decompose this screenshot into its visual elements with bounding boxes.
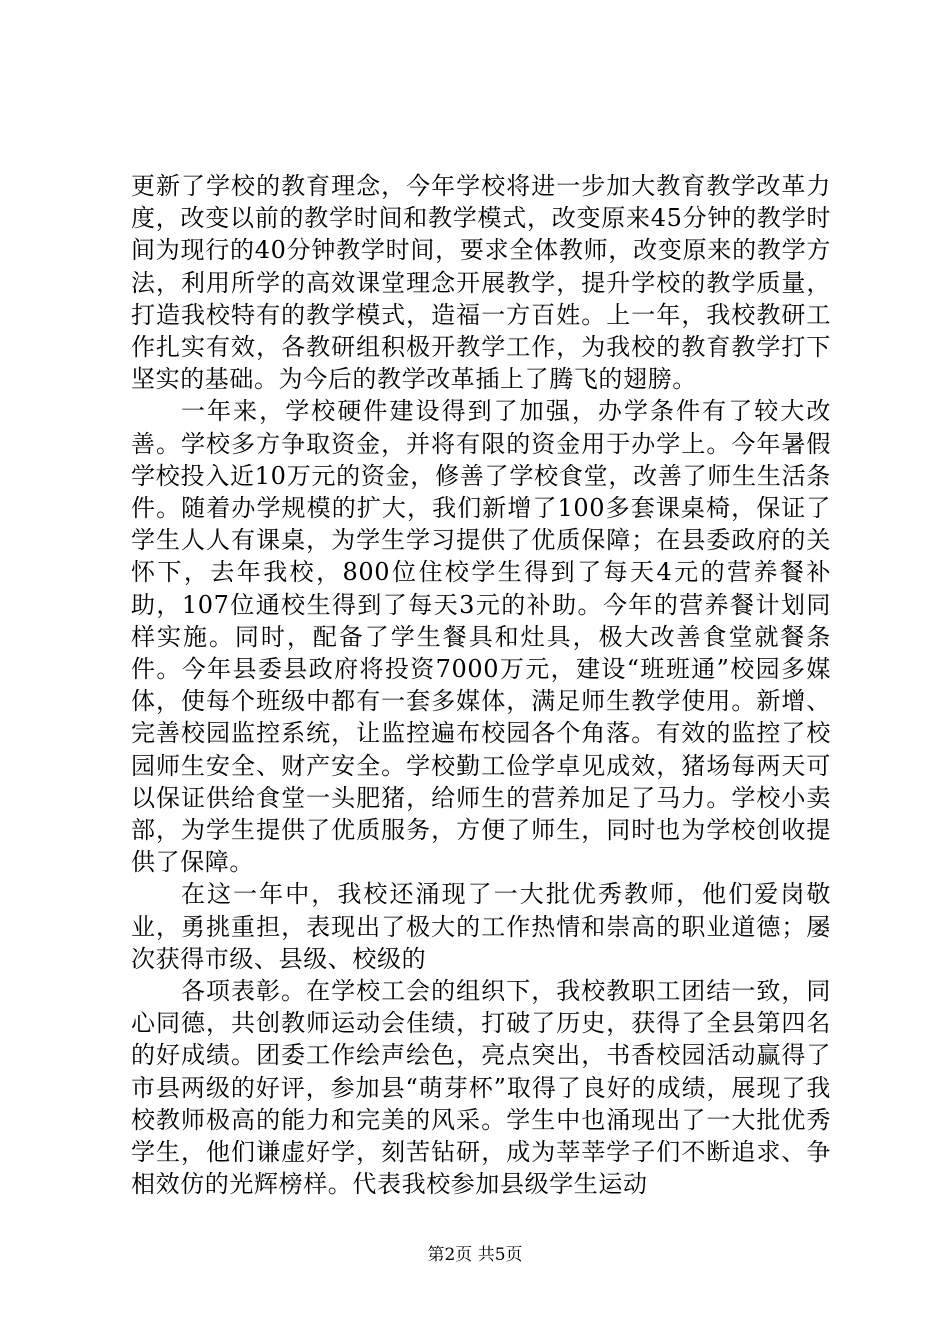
- paragraph-3: 在这一年中，我校还涌现了一大批优秀教师，他们爱岗敬业，勇挑重担，表现出了极大的工作热情和崇高的职业道德；屡次获得市级、县级、校级的: [131, 880, 831, 973]
- paragraph-1: 更新了学校的教育理念，今年学校将进一步加大教育教学改革力度，改变以前的教学时间和教学模式，改变原来45分钟的教学时间为现行的40分钟教学时间，要求全体教师，改变原来的教学方法，利用所学的高效课堂理念开展教学，提升学校的教学质量，打造我校特有的教学模式，造福一方百姓。上一年，我校教研工作扎实有效，各教研组积极开教学工作，为我校的教育教学打下坚实的基础。为今后的教学改革插上了腾飞的翅膀。: [131, 172, 831, 394]
- paragraph-4: 各项表彰。在学校工会的组织下，我校教职工团结一致，同心同德，共创教师运动会佳绩，打破了历史，获得了全县第四名的好成绩。团委工作绘声绘色，亮点突出，书香校园活动赢得了市县两级的好评，参加县“萌芽杯”取得了良好的成绩，展现了我校教师极高的能力和完美的风采。学生中也涌现出了一大批优秀学生，他们谦虚好学，刻苦钻研，成为莘莘学子们不断追求、争相效仿的光辉榜样。代表我校参加县级学生运动: [131, 977, 831, 1199]
- paragraph-2: 一年来，学校硬件建设得到了加强，办学条件有了较大改善。学校多方争取资金，并将有限的资金用于办学上。今年暑假学校投入近10万元的资金，修善了学校食堂，改善了师生生活条件。随着办学规模的扩大，我们新增了100多套课桌椅，保证了学生人人有课桌，为学生学习提供了优质保障；在县委政府的关怀下，去年我校，800位住校学生得到了每天4元的营养餐补助，107位通校生得到了每天3元的补助。今年的营养餐计划同样实施。同时，配备了学生餐具和灶具，极大改善食堂就餐条件。今年县委县政府将投资7000万元，建设“班班通”校园多媒体，使每个班级中都有一套多媒体，满足师生教学使用。新增、完善校园监控系统，让监控遍布校园各个角落。有效的监控了校园师生安全、财产安全。学校勤工俭学卓见成效，猪场每两天可以保证供给食堂一头肥猪，给师生的营养加足了马力。学校小卖部，为学生提供了优质服务，方便了师生，同时也为学校创收提供了保障。: [131, 397, 831, 877]
- body-text: [131, 170, 831, 1201]
- page-number-footer: 第2页 共5页: [427, 1245, 523, 1265]
